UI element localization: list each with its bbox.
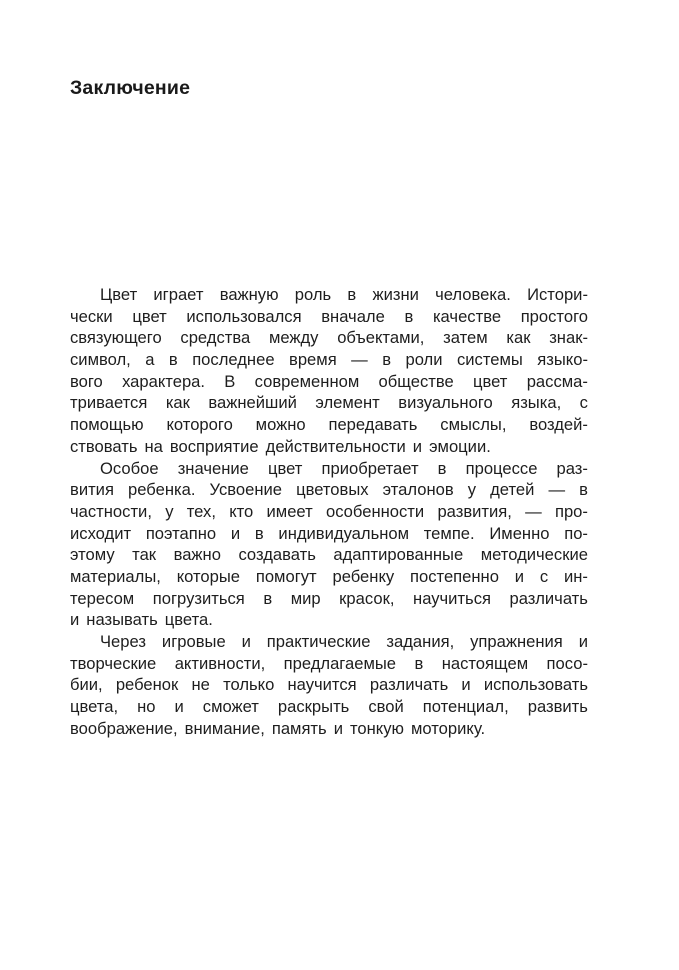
word: игровые bbox=[161, 632, 226, 651]
word: раскрыть bbox=[277, 697, 350, 717]
word: Через bbox=[100, 632, 146, 651]
text-line bbox=[70, 544, 588, 566]
word: эмоции. bbox=[429, 436, 491, 456]
word: системы bbox=[456, 350, 523, 370]
word: и bbox=[578, 632, 588, 651]
word: качестве bbox=[432, 306, 502, 326]
word: жизни bbox=[372, 285, 419, 304]
word: затем bbox=[443, 328, 488, 348]
word: средства bbox=[180, 328, 251, 348]
word: В bbox=[224, 371, 236, 391]
text-line bbox=[70, 609, 588, 631]
word: смыслы, bbox=[440, 415, 507, 435]
word: упражнения bbox=[470, 632, 563, 651]
word: этому bbox=[70, 545, 115, 565]
word: в bbox=[404, 306, 414, 326]
text-line bbox=[70, 588, 588, 610]
word: ребенок bbox=[115, 675, 179, 695]
word: предлагаемые bbox=[283, 653, 397, 673]
word: индивидуальном bbox=[278, 523, 410, 543]
word: символ, bbox=[70, 350, 131, 370]
word: в bbox=[347, 285, 357, 304]
word: в bbox=[382, 350, 392, 370]
word: на bbox=[144, 436, 163, 456]
word: и bbox=[412, 436, 423, 456]
word: приобретает bbox=[321, 458, 419, 478]
word: ствовать bbox=[70, 436, 138, 456]
word: современном bbox=[254, 371, 360, 391]
text-line bbox=[70, 414, 588, 436]
word: раз- bbox=[556, 458, 588, 478]
word: тересом bbox=[70, 588, 135, 608]
word: цвета. bbox=[164, 610, 213, 630]
word: знак- bbox=[549, 328, 588, 348]
paragraph-3 bbox=[70, 631, 588, 739]
word: различать bbox=[509, 588, 588, 608]
word: и bbox=[174, 697, 184, 717]
word: — bbox=[525, 501, 542, 521]
text-line bbox=[70, 392, 588, 414]
word: Особое bbox=[100, 458, 159, 478]
word: ребенка. bbox=[128, 480, 196, 500]
word: языко- bbox=[537, 350, 588, 370]
word: с bbox=[539, 566, 549, 586]
text-line bbox=[70, 523, 588, 545]
word: моторику. bbox=[410, 718, 486, 738]
text-line bbox=[70, 349, 588, 371]
word: бии, bbox=[70, 675, 103, 695]
text-line bbox=[70, 458, 588, 480]
paragraph-2 bbox=[70, 458, 588, 632]
text-line bbox=[70, 718, 588, 740]
word: красок, bbox=[339, 588, 395, 608]
word: у bbox=[467, 480, 477, 500]
word: вития bbox=[70, 480, 114, 500]
word: цвета, bbox=[70, 697, 119, 717]
word: играет bbox=[153, 285, 204, 304]
word: процессе bbox=[465, 458, 538, 478]
text-line bbox=[70, 566, 588, 588]
text-line bbox=[70, 674, 588, 696]
word: как bbox=[506, 328, 531, 348]
word: помогут bbox=[255, 566, 317, 586]
word: тривается bbox=[70, 393, 148, 413]
word: характера. bbox=[122, 371, 206, 391]
word: элемент bbox=[315, 393, 380, 413]
word: темпе. bbox=[423, 523, 475, 543]
word: и bbox=[230, 523, 241, 543]
word: воображение, bbox=[70, 718, 178, 738]
word: тех, bbox=[186, 501, 216, 521]
word: цветовых bbox=[296, 480, 369, 500]
word: поэтапно bbox=[145, 523, 217, 543]
word: так bbox=[132, 545, 157, 565]
word: в bbox=[254, 523, 264, 543]
word: по- bbox=[564, 523, 588, 543]
word: развития, bbox=[437, 501, 512, 521]
word: тонкую bbox=[349, 718, 404, 738]
word: детей bbox=[490, 480, 535, 500]
word: развить bbox=[527, 697, 588, 717]
word: которые bbox=[176, 566, 241, 586]
word: научится bbox=[287, 675, 357, 695]
word: называть bbox=[86, 610, 158, 630]
word: в bbox=[579, 480, 588, 500]
word: и bbox=[514, 566, 525, 586]
word: но bbox=[137, 697, 156, 717]
word: — bbox=[548, 480, 566, 500]
word: в bbox=[414, 653, 424, 673]
word: мир bbox=[290, 588, 321, 608]
word: как bbox=[165, 393, 190, 413]
word: связующего bbox=[70, 328, 162, 348]
text-line bbox=[70, 327, 588, 349]
word: кто bbox=[229, 501, 254, 521]
word: которого bbox=[166, 415, 233, 435]
word: ребенку bbox=[332, 566, 395, 586]
word: Именно bbox=[489, 523, 550, 543]
word: — bbox=[351, 350, 368, 370]
word: роль bbox=[294, 285, 332, 304]
text-line bbox=[70, 371, 588, 393]
word: методические bbox=[480, 545, 588, 565]
word: помощью bbox=[70, 415, 144, 435]
word: сможет bbox=[202, 697, 259, 717]
word: человека. bbox=[435, 285, 511, 304]
text-line bbox=[70, 436, 588, 458]
word: практические bbox=[266, 632, 371, 651]
text-line bbox=[70, 284, 588, 306]
word: частности, bbox=[70, 501, 152, 521]
word: а bbox=[145, 350, 155, 370]
word: про- bbox=[554, 501, 588, 521]
word: время bbox=[289, 350, 337, 370]
text-line bbox=[70, 479, 588, 501]
word: чески bbox=[70, 306, 113, 326]
word: цвет bbox=[267, 458, 303, 478]
word: только bbox=[223, 675, 275, 695]
body-text bbox=[70, 284, 588, 739]
word: не bbox=[191, 675, 210, 695]
word: Усвоение bbox=[209, 480, 283, 500]
text-line bbox=[70, 306, 588, 328]
word: визуального bbox=[398, 393, 493, 413]
word: потенциал, bbox=[422, 697, 509, 717]
word: постепенно bbox=[410, 566, 499, 586]
word: посо- bbox=[546, 653, 588, 673]
word: задания, bbox=[386, 632, 455, 651]
word: простого bbox=[520, 306, 588, 326]
word: и bbox=[461, 675, 471, 695]
word: действительности bbox=[265, 436, 406, 456]
word: погрузиться bbox=[152, 588, 245, 608]
word: важнейший bbox=[208, 393, 297, 413]
word: цвет bbox=[132, 306, 167, 326]
word: вого bbox=[70, 371, 103, 391]
word: свой bbox=[368, 697, 404, 717]
word: Цвет bbox=[100, 285, 138, 304]
word: в bbox=[168, 350, 178, 370]
word: имеет bbox=[266, 501, 313, 521]
word: различать bbox=[369, 675, 449, 695]
word: Истори- bbox=[527, 285, 588, 304]
word: творческие bbox=[70, 653, 157, 673]
word: вначале bbox=[321, 306, 385, 326]
paragraph-1 bbox=[70, 284, 588, 458]
word: можно bbox=[255, 415, 306, 435]
word: и bbox=[70, 610, 80, 630]
word: передавать bbox=[328, 415, 418, 435]
word: особенности bbox=[325, 501, 425, 521]
word: внимание, bbox=[184, 718, 265, 738]
word: обществе bbox=[378, 371, 454, 391]
word: ин- bbox=[563, 566, 588, 586]
word: восприятие bbox=[169, 436, 259, 456]
word: цвет bbox=[473, 371, 508, 391]
word: и bbox=[333, 718, 343, 738]
word: создавать bbox=[238, 545, 316, 565]
word: исходит bbox=[70, 523, 132, 543]
word: роли bbox=[405, 350, 443, 370]
word: языка, bbox=[511, 393, 562, 413]
text-line bbox=[70, 653, 588, 675]
text-line bbox=[70, 501, 588, 523]
word: материалы, bbox=[70, 566, 161, 586]
word: у bbox=[165, 501, 174, 521]
text-line bbox=[70, 696, 588, 718]
word: активности, bbox=[174, 653, 266, 673]
word: значение bbox=[177, 458, 249, 478]
word: с bbox=[579, 393, 588, 413]
word: последнее bbox=[192, 350, 275, 370]
word: между bbox=[268, 328, 319, 348]
word: важную bbox=[219, 285, 279, 304]
word: в bbox=[263, 588, 273, 608]
word: в bbox=[437, 458, 447, 478]
word: эталонов bbox=[382, 480, 454, 500]
word: научиться bbox=[413, 588, 491, 608]
word: использовать bbox=[483, 675, 588, 695]
word: воздей- bbox=[529, 415, 588, 435]
page-title: Заключение bbox=[70, 77, 191, 99]
word: память bbox=[271, 718, 327, 738]
word: важно bbox=[173, 545, 221, 565]
word: использовался bbox=[186, 306, 302, 326]
word: и bbox=[241, 632, 251, 651]
word: объектами, bbox=[337, 328, 425, 348]
word: настоящем bbox=[441, 653, 529, 673]
word: рассма- bbox=[526, 371, 588, 391]
word: адаптированные bbox=[333, 545, 464, 565]
text-line bbox=[70, 631, 588, 653]
